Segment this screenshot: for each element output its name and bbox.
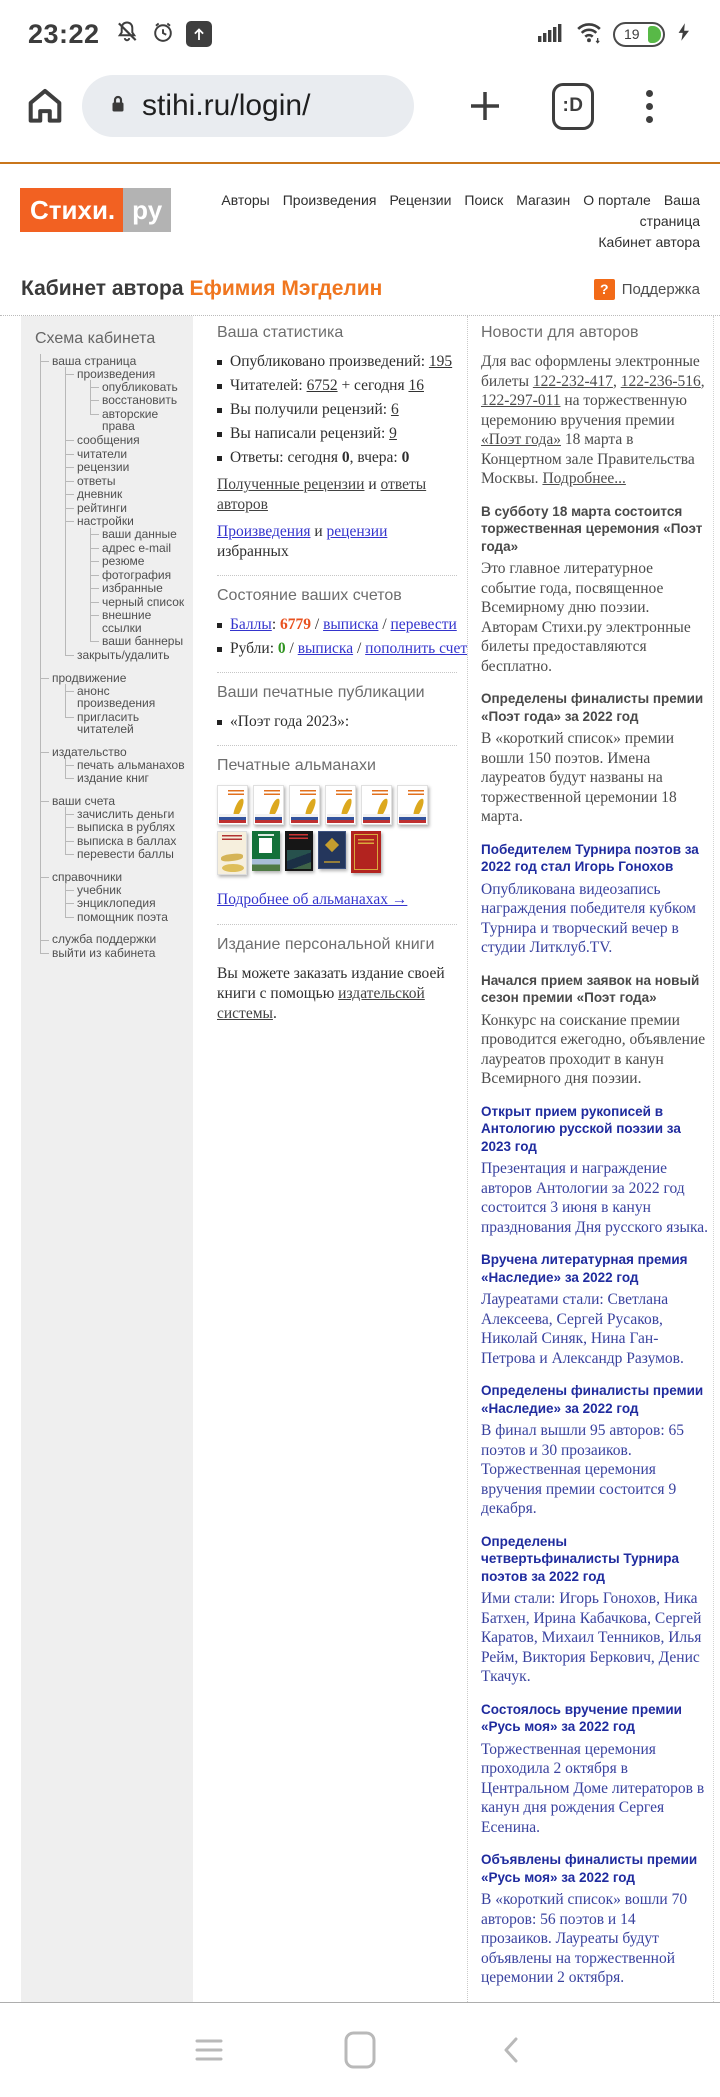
text: Лауреатами стали: Светлана Алексеева, Сергей Русаков, Николай Синяк, Нина Ган-Петрова и Александр Разумов. [481,1291,684,1367]
sidebar-tree-node [90,609,187,635]
sidebar-item[interactable]: адрес e-mail [102,540,172,555]
sidebar-item[interactable]: черный список [102,594,185,609]
cover-art [372,790,388,796]
text: Вы можете заказать издание своей книги с помощью [217,965,445,1002]
sidebar-item[interactable]: энциклопедия [77,896,156,910]
news-body [481,1011,709,1089]
sidebar-tree-node [40,663,187,737]
news-item [481,503,709,677]
help-icon: ? [594,279,615,300]
sidebar-item[interactable]: читатели [77,446,128,461]
sidebar-item[interactable]: помощник поэта [77,909,168,924]
bullet-item [217,639,468,659]
sidebar-item[interactable]: перевести баллы [77,847,174,861]
bullet-item [217,376,457,396]
sidebar-item[interactable]: дневник [77,487,123,501]
stats-link-line [217,522,457,562]
almanac-cover[interactable] [285,831,313,871]
logo-primary: Стихи. [20,188,123,232]
sidebar-tree-node [65,710,187,736]
news-headline-link[interactable]: Состоялось вручение премии «Русь моя» за 2022 год [481,1701,682,1734]
news-body [481,1159,709,1237]
text: 0 [277,640,286,657]
cover-art [222,835,242,842]
page-title-row [0,263,720,316]
cover-art [258,834,274,836]
header-nav-link[interactable]: Произведения [282,192,377,208]
cover-art [228,790,244,796]
news-headline-link[interactable]: Начался прием заявок на новый сезон премии «Поэт года» [481,972,700,1005]
sidebar-tree-node [65,474,187,488]
cover-art [221,853,243,862]
sidebar-tree [35,354,187,960]
almanac-cover[interactable] [253,785,284,825]
publications-section [217,672,457,732]
signal-icon [537,19,565,50]
sidebar-item[interactable]: анонс произведения [77,683,156,710]
text: , вчера: [349,449,402,466]
sidebar-item[interactable]: настройки [77,514,134,528]
sidebar-tree-node [65,821,187,835]
url-text: stihi.ru/login/ [142,89,311,122]
text: В «короткий список» премии вошли 150 поэтов. Имена лауреатов будут названы на торжественной церемонии 18 марта. [481,730,677,825]
sidebar-item[interactable]: ваши счета [52,793,116,808]
text-link[interactable]: 195 [428,353,453,370]
news-body [481,352,709,489]
text-link[interactable]: 16 [408,377,424,394]
sidebar-tree-node [65,488,187,502]
cover-art [300,790,316,796]
text: , [612,372,621,390]
book-edition-section [217,924,457,1024]
accounts-heading: Состояние ваших счетов [217,587,402,604]
text: 0 [341,449,350,466]
almanac-cover[interactable] [318,831,346,869]
bullet-item [217,615,457,635]
text: Опубликовано произведений: [230,353,429,370]
home-icon[interactable] [22,83,68,129]
news-headline-link[interactable]: Открыт прием рукописей в Антологию русской поэзии за 2023 год [481,1103,681,1154]
sidebar-tree-node [65,848,187,862]
news-item [481,841,709,958]
text: Читателей: [230,377,307,394]
site-nav-row2 [171,232,700,253]
cover-art [358,839,374,845]
upload-icon [186,21,212,47]
sidebar-tree-node [65,447,187,461]
text-link[interactable]: рецензии [326,523,388,540]
charging-bolt-icon [674,20,694,49]
site-nav-row1 [171,190,700,232]
cover-art [363,814,390,823]
site-nav [171,188,700,253]
text: Это главное литературное событие года, посвященное Всемирному дню поэзии. Авторам Стихи.ру электронные билеты предоставляются бесплатно. [481,560,691,675]
lock-icon [106,91,130,122]
news-item [481,1103,709,1238]
sidebar-item[interactable]: пригласить читателей [77,709,140,736]
book-edition-text [217,964,457,1024]
sidebar-tree-node [65,684,187,710]
sidebar-item[interactable]: восстановить [102,393,178,407]
recent-apps-icon[interactable] [195,2039,222,2060]
sidebar-title: Схема кабинета [35,330,156,347]
news-heading: Новости для авторов [481,324,639,341]
cover-art [222,864,244,872]
battery-level: 19 [624,26,640,42]
sidebar-item[interactable]: рецензии [77,460,130,474]
sidebar-tree-node [90,582,187,596]
news-item [481,690,709,827]
back-icon[interactable] [500,2035,522,2065]
text-link[interactable]: Полученные рецензии [217,476,365,493]
stats-links [217,475,457,562]
sidebar-tree-node [40,946,187,960]
text: 18 марта в Концертном зале Правительства Москвы. [481,431,695,487]
header-nav-link[interactable]: Поиск [464,192,504,208]
news-inline-link[interactable]: «Поэт года» [481,431,561,448]
sidebar-item[interactable]: внешние ссылки [102,608,152,635]
sidebar-item[interactable]: авторские права [102,406,159,433]
stats-heading: Ваша статистика [217,324,344,341]
news-body [481,1890,709,1988]
sidebar-item[interactable]: сообщения [77,433,140,447]
bullet-item [217,400,457,420]
text: Торжественная церемония проходила 2 октября в Центральном Доме литераторов в канун дня рождения Сергея Есенина. [481,1740,705,1836]
sidebar-tree-node [65,515,187,649]
header-nav-link[interactable]: Авторы [221,192,270,208]
news-headline-link[interactable]: Определены финалисты премии «Поэт года» за 2022 год [481,691,704,724]
accounts-section [217,575,468,659]
text: + сегодня [337,377,409,394]
text: на торжественную церемонию вручения премии [481,392,687,429]
sidebar-tree-node [65,501,187,515]
text: Вы написали рецензий: [230,425,390,442]
sidebar-tree-node [90,528,187,542]
news-body [481,1589,709,1687]
cover-art [327,814,354,823]
tab-switcher-icon[interactable] [552,83,594,130]
text: / [378,616,391,633]
news-body [481,559,709,676]
sidebar-tree-node [90,394,187,408]
almanac-cover[interactable] [252,831,280,871]
sidebar-item[interactable]: избранные [102,581,163,595]
new-tab-icon[interactable] [462,83,508,129]
sidebar-tree-node [90,407,187,433]
header-nav-link[interactable]: Кабинет автора [598,234,700,250]
sidebar-item[interactable]: учебник [77,882,122,897]
almanacs-more-link[interactable]: Подробнее об альманахах → [217,891,408,908]
sidebar-tree-node [65,772,187,786]
sidebar-item[interactable]: выйти из кабинета [52,945,156,960]
sidebar-tree-node [40,924,187,946]
sidebar-item[interactable]: выписка в рублях [77,820,175,834]
text: В финал вышли 95 авторов: 65 поэтов и 30 прозаиков. Торжественная церемония вручения премии состоится 9 декабря. [481,1422,685,1517]
status-bar [0,0,720,62]
sidebar-tree-node [65,807,187,821]
cover-art [252,859,280,871]
text: . [272,1005,277,1022]
sidebar-tree-node [65,883,187,897]
wifi-icon [574,19,604,50]
news-body [481,1421,709,1519]
news-body [481,1740,709,1838]
text-link[interactable]: выписка [323,616,379,633]
news-inline-link[interactable]: Подробнее... [542,470,626,487]
almanac-cover[interactable] [361,785,392,825]
text-link[interactable]: Баллы [230,616,272,633]
news-item [481,972,709,1089]
text-link[interactable]: издательской системы [217,985,425,1022]
text: / [311,616,324,633]
almanac-cover[interactable] [325,785,356,825]
sidebar-tree-node [65,758,187,772]
text-link[interactable]: ответы авторов [217,476,427,513]
support-label: Поддержка [621,280,700,298]
almanac-cover[interactable] [351,831,381,873]
cover-art [264,790,280,796]
news-column [467,316,714,2002]
news-headline-link[interactable]: Победителем Турнира поэтов за 2022 год стал Игорь Гонохов [481,841,699,874]
news-item [481,1701,709,1838]
publications-heading: Ваши печатные публикации [217,684,425,701]
text: Для вас оформлены электронные билеты [481,353,700,390]
text: Вы получили рецензий: [230,401,391,418]
android-home-icon[interactable] [345,2031,376,2068]
sidebar-tree-node [65,649,187,663]
news-body [481,729,709,827]
sidebar-item[interactable]: закрыть/удалить [77,648,170,662]
news-item [481,352,709,489]
publications-list [217,712,457,732]
almanac-covers [217,785,433,875]
header-nav-link[interactable]: Ваша страница [639,192,700,229]
battery-icon [613,22,665,47]
cover-art [408,790,424,796]
text: / [285,640,298,657]
news-list [481,352,709,1988]
sidebar-tree-node [40,786,187,862]
sidebar-tree-node [65,461,187,475]
cover-art [259,838,272,853]
news-headline-link[interactable]: Вручена литературная премия «Наследие» за 2022 год [481,1252,688,1285]
sidebar-item[interactable]: рейтинги [77,500,127,515]
news-body [481,1290,709,1368]
clock: 23:22 [28,18,100,49]
bullet-item [217,712,457,732]
header-nav-link[interactable]: О портале [583,192,651,208]
cabinet-sidebar [21,316,193,2002]
cover-art [255,814,282,823]
sidebar-tree-node [65,367,187,434]
text-link[interactable]: 9 [389,425,397,442]
almanac-cover[interactable] [217,831,247,875]
text: : [271,616,280,633]
cover-art [291,814,318,823]
stats-list [217,352,457,468]
text: Рубли: [230,640,278,657]
sidebar-item[interactable]: ваши баннеры [102,634,184,648]
sidebar-tree-node [40,862,187,925]
stats-link-line [217,475,457,515]
text: и [310,523,327,540]
sidebar-tree-node [65,910,187,924]
text-link[interactable]: Произведения [217,523,311,540]
alarm-icon [150,19,176,50]
text: В «короткий список» вошли 70 авторов: 56 поэтов и 14 прозаиков. Лауреаты будут объявлены на торжественной церемонии 2 октября. [481,1891,688,1986]
text: , [700,372,705,390]
sidebar-tree-node [90,568,187,582]
text: / [353,640,366,657]
support-button[interactable] [594,279,700,300]
sidebar-item[interactable]: ответы [77,473,116,488]
text: Конкурс на соискание премии проводится ежегодно, объявление лауреатов проходит в канун Всемирного дня поэзии. [481,1011,706,1087]
main-column [217,316,468,2002]
text: Ими стали: Игорь Гонохов, Ника Батхен, Ирина Кабачкова, Сергей Каратов, Михаил Тенников, Илья Рейм, Виктория Беркович, Денис Ткачук. [481,1590,702,1685]
sidebar-item[interactable]: издание книг [77,771,149,785]
notifications-muted-icon [114,19,140,50]
sidebar-item[interactable]: издательство [52,744,127,759]
news-item [481,1851,709,1988]
news-item [481,1533,709,1687]
news-inline-link[interactable]: 122-232-417 [532,372,613,390]
cover-art [324,861,340,863]
sidebar-item[interactable]: служба поддержки [52,932,157,946]
stats-section [217,324,457,562]
text: 0 [401,449,410,466]
page-title: Кабинет автора Ефимия Мэгделин [21,277,383,300]
bullet-item [217,448,457,468]
sidebar-tree-node [65,434,187,448]
text-link[interactable]: пополнить счет [365,640,468,657]
text: Презентация и награждение авторов Антологии за 2022 год состоится 3 июня в канун празднования Дня русского языка. [481,1160,709,1236]
news-item [481,1382,709,1519]
overflow-menu-icon[interactable] [634,83,664,129]
text: 6779 [280,616,311,633]
cover-art [325,838,339,852]
text: избранных [217,543,289,560]
sidebar-item[interactable]: опубликовать [102,379,178,394]
text-link[interactable]: перевести [390,616,457,633]
sidebar-item[interactable]: ваши данные [102,527,177,541]
text-link[interactable]: 6 [390,401,399,418]
sidebar-tree-node [65,834,187,848]
almanac-cover[interactable] [397,785,428,825]
news-body [481,880,709,958]
news-headline-link[interactable]: Определены финалисты премии «Наследие» за 2022 год [481,1383,704,1416]
sidebar-item[interactable]: фотография [102,567,172,582]
sidebar-item[interactable]: произведения [77,366,156,381]
sidebar-tree-node [90,541,187,555]
sidebar-tree-node [90,380,187,394]
cover-art [336,790,352,796]
battery-fill [648,26,661,43]
browser-toolbar [0,62,720,150]
content-area [0,316,720,2003]
sidebar-tree-node [90,635,187,649]
almanacs-heading: Печатные альманахи [217,757,376,774]
book-edition-heading: Издание персональной книги [217,936,435,953]
sidebar-item[interactable]: резюме [102,554,145,568]
site-logo[interactable] [20,188,171,232]
sidebar-tree-node [40,737,187,786]
sidebar-tree-node [90,555,187,569]
almanacs-section [217,745,457,911]
news-headline-link[interactable]: Определены четвертьфиналисты Турнира поэтов за 2022 год [481,1533,679,1584]
sidebar-item[interactable]: зачислить деньги [77,806,175,821]
android-navigation-bar [0,2003,720,2097]
cover-art [289,834,308,840]
header-nav-link[interactable]: Магазин [516,192,571,208]
almanac-cover[interactable] [289,785,320,825]
news-inline-link[interactable]: 122-297-011 [481,392,561,409]
sidebar-tree-node [90,595,187,609]
sidebar-item[interactable]: выписка в баллах [77,833,177,848]
news-headline-link[interactable]: Объявлены финалисты премии «Русь моя» за 2022 год [481,1852,698,1885]
text: «Поэт года 2023»: [230,713,350,730]
cover-art [219,814,246,823]
tab-count: :D [562,95,584,116]
logo-secondary: ру [123,188,171,232]
author-name-link[interactable]: Ефимия Мэгделин [189,277,383,300]
text: Ответы: сегодня [230,449,342,466]
text: и [364,476,381,493]
cover-art [399,814,426,823]
almanac-cover[interactable] [217,785,248,825]
sidebar-item[interactable]: печать альманахов [77,757,185,772]
bullet-item [217,424,457,444]
sidebar-item[interactable]: продвижение [52,670,127,685]
url-bar[interactable] [82,75,414,137]
text-link[interactable]: 6752 [306,377,338,394]
news-headline-link[interactable]: В субботу 18 марта состоится торжественная церемония «Поэт года» [481,503,703,554]
cover-art [287,850,311,869]
site-header [0,164,720,263]
news-item [481,1251,709,1368]
bullet-item [217,352,457,372]
sidebar-item[interactable]: ваша страница [52,353,137,368]
news-inline-link[interactable]: 122-236-516 [620,372,701,390]
sidebar-item[interactable]: справочники [52,869,123,884]
text-link[interactable]: выписка [297,640,354,657]
accounts-list [217,615,468,659]
sidebar-tree-node [40,354,187,663]
header-nav-link[interactable]: Рецензии [389,192,452,208]
text: Опубликована видеозапись награждения победителя кубком Турнира и творческий вечер в студии Литклуб.TV. [481,880,696,956]
sidebar-tree-node [65,897,187,911]
